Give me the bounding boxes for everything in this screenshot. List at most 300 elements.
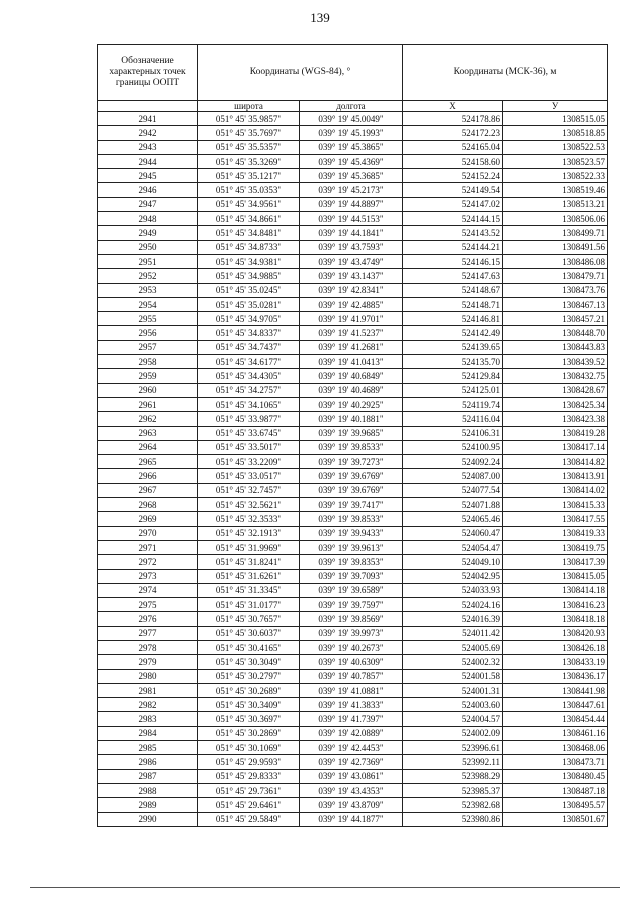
longitude-cell: 039° 19' 41.5237" (300, 326, 403, 340)
x-cell: 524147.02 (403, 197, 503, 211)
table-row (98, 498, 608, 512)
table-row (98, 683, 608, 697)
x-cell: 524148.71 (403, 297, 503, 311)
point-number: 2980 (98, 669, 198, 683)
table-row (98, 455, 608, 469)
y-cell: 1308486.08 (503, 254, 608, 268)
latitude-cell: 051° 45' 29.7361" (198, 783, 300, 797)
latitude-cell: 051° 45' 34.9705" (198, 312, 300, 326)
x-cell: 524172.23 (403, 126, 503, 140)
point-number: 2986 (98, 755, 198, 769)
point-number: 2947 (98, 197, 198, 211)
point-number: 2942 (98, 126, 198, 140)
header-longitude: долгота (300, 101, 403, 112)
longitude-cell: 039° 19' 39.6589" (300, 583, 403, 597)
point-number: 2989 (98, 798, 198, 812)
latitude-cell: 051° 45' 32.5621" (198, 498, 300, 512)
table-row (98, 583, 608, 597)
y-cell: 1308420.93 (503, 626, 608, 640)
longitude-cell: 039° 19' 40.2925" (300, 397, 403, 411)
x-cell: 524077.54 (403, 483, 503, 497)
longitude-cell: 039° 19' 42.4453" (300, 741, 403, 755)
x-cell: 524042.95 (403, 569, 503, 583)
x-cell: 524152.24 (403, 169, 503, 183)
table-row (98, 326, 608, 340)
latitude-cell: 051° 45' 35.1217" (198, 169, 300, 183)
longitude-cell: 039° 19' 39.8533" (300, 512, 403, 526)
table-row (98, 154, 608, 168)
x-cell: 524087.00 (403, 469, 503, 483)
longitude-cell: 039° 19' 41.0413" (300, 355, 403, 369)
longitude-cell: 039° 19' 41.0881" (300, 683, 403, 697)
point-number: 2958 (98, 355, 198, 369)
x-cell: 524146.15 (403, 254, 503, 268)
longitude-cell: 039° 19' 39.8353" (300, 555, 403, 569)
coordinates-table (97, 44, 608, 827)
longitude-cell: 039° 19' 39.9433" (300, 526, 403, 540)
table-subheader-row (98, 101, 608, 112)
point-number: 2965 (98, 455, 198, 469)
longitude-cell: 039° 19' 39.9685" (300, 426, 403, 440)
header-wgs84: Координаты (WGS-84), ° (198, 45, 403, 101)
table-row (98, 140, 608, 154)
latitude-cell: 051° 45' 32.1913" (198, 526, 300, 540)
longitude-cell: 039° 19' 45.2173" (300, 183, 403, 197)
y-cell: 1308491.56 (503, 240, 608, 254)
point-number: 2974 (98, 583, 198, 597)
longitude-cell: 039° 19' 39.7273" (300, 455, 403, 469)
latitude-cell: 051° 45' 29.6461" (198, 798, 300, 812)
point-number: 2948 (98, 212, 198, 226)
table-row (98, 369, 608, 383)
point-number: 2981 (98, 683, 198, 697)
point-number: 2969 (98, 512, 198, 526)
table-row (98, 283, 608, 297)
x-cell: 523996.61 (403, 741, 503, 755)
table-row (98, 755, 608, 769)
longitude-cell: 039° 19' 39.7417" (300, 498, 403, 512)
longitude-cell: 039° 19' 40.4689" (300, 383, 403, 397)
y-cell: 1308454.44 (503, 712, 608, 726)
point-number: 2975 (98, 598, 198, 612)
point-number: 2953 (98, 283, 198, 297)
table-row (98, 112, 608, 126)
x-cell: 524106.31 (403, 426, 503, 440)
table-row (98, 183, 608, 197)
y-cell: 1308433.19 (503, 655, 608, 669)
x-cell: 524144.21 (403, 240, 503, 254)
header-latitude: широта (198, 101, 300, 112)
point-number: 2970 (98, 526, 198, 540)
longitude-cell: 039° 19' 39.9613" (300, 540, 403, 554)
latitude-cell: 051° 45' 34.4305" (198, 369, 300, 383)
y-cell: 1308499.71 (503, 226, 608, 240)
x-cell: 524119.74 (403, 397, 503, 411)
y-cell: 1308506.06 (503, 212, 608, 226)
point-number: 2945 (98, 169, 198, 183)
x-cell: 524165.04 (403, 140, 503, 154)
point-number: 2968 (98, 498, 198, 512)
table-row (98, 769, 608, 783)
x-cell: 524001.58 (403, 669, 503, 683)
x-cell: 524149.54 (403, 183, 503, 197)
point-number: 2964 (98, 440, 198, 454)
x-cell: 524125.01 (403, 383, 503, 397)
point-number: 2960 (98, 383, 198, 397)
point-number: 2957 (98, 340, 198, 354)
y-cell: 1308473.76 (503, 283, 608, 297)
page-number: 139 (310, 10, 330, 25)
header-x: X (403, 101, 503, 112)
latitude-cell: 051° 45' 34.9885" (198, 269, 300, 283)
table-row (98, 726, 608, 740)
table-row (98, 612, 608, 626)
table-row (98, 712, 608, 726)
latitude-cell: 051° 45' 29.9593" (198, 755, 300, 769)
longitude-cell: 039° 19' 40.6849" (300, 369, 403, 383)
longitude-cell: 039° 19' 40.7857" (300, 669, 403, 683)
y-cell: 1308439.52 (503, 355, 608, 369)
table-row (98, 169, 608, 183)
y-cell: 1308423.38 (503, 412, 608, 426)
x-cell: 524144.15 (403, 212, 503, 226)
y-cell: 1308447.61 (503, 698, 608, 712)
latitude-cell: 051° 45' 31.9969" (198, 540, 300, 554)
table-row (98, 240, 608, 254)
table-row (98, 555, 608, 569)
y-cell: 1308479.71 (503, 269, 608, 283)
latitude-cell: 051° 45' 30.2869" (198, 726, 300, 740)
longitude-cell: 039° 19' 41.2681" (300, 340, 403, 354)
x-cell: 524004.57 (403, 712, 503, 726)
table-row (98, 669, 608, 683)
x-cell: 524116.04 (403, 412, 503, 426)
table-row (98, 626, 608, 640)
x-cell: 524129.84 (403, 369, 503, 383)
y-cell: 1308487.18 (503, 783, 608, 797)
point-number: 2954 (98, 297, 198, 311)
latitude-cell: 051° 45' 34.7437" (198, 340, 300, 354)
table-row (98, 655, 608, 669)
x-cell: 524092.24 (403, 455, 503, 469)
latitude-cell: 051° 45' 34.8661" (198, 212, 300, 226)
latitude-cell: 051° 45' 30.7657" (198, 612, 300, 626)
point-number: 2967 (98, 483, 198, 497)
latitude-cell: 051° 45' 30.2797" (198, 669, 300, 683)
y-cell: 1308495.57 (503, 798, 608, 812)
longitude-cell: 039° 19' 45.4369" (300, 154, 403, 168)
longitude-cell: 039° 19' 39.7597" (300, 598, 403, 612)
longitude-cell: 039° 19' 44.1841" (300, 226, 403, 240)
longitude-cell: 039° 19' 39.8533" (300, 440, 403, 454)
table-row (98, 483, 608, 497)
point-number: 2966 (98, 469, 198, 483)
table-row (98, 340, 608, 354)
x-cell: 524142.49 (403, 326, 503, 340)
y-cell: 1308417.39 (503, 555, 608, 569)
x-cell: 524002.09 (403, 726, 503, 740)
x-cell: 524033.93 (403, 583, 503, 597)
y-cell: 1308501.67 (503, 812, 608, 826)
latitude-cell: 051° 45' 30.3409" (198, 698, 300, 712)
point-number: 2952 (98, 269, 198, 283)
table-row (98, 312, 608, 326)
latitude-cell: 051° 45' 35.3269" (198, 154, 300, 168)
x-cell: 523992.11 (403, 755, 503, 769)
point-number: 2984 (98, 726, 198, 740)
table-row (98, 640, 608, 654)
point-number: 2973 (98, 569, 198, 583)
x-cell: 524158.60 (403, 154, 503, 168)
y-cell: 1308441.98 (503, 683, 608, 697)
y-cell: 1308522.53 (503, 140, 608, 154)
longitude-cell: 039° 19' 40.2673" (300, 640, 403, 654)
latitude-cell: 051° 45' 33.5017" (198, 440, 300, 454)
x-cell: 523982.68 (403, 798, 503, 812)
y-cell: 1308419.28 (503, 426, 608, 440)
longitude-cell: 039° 19' 42.8341" (300, 283, 403, 297)
latitude-cell: 051° 45' 30.3049" (198, 655, 300, 669)
longitude-cell: 039° 19' 39.6769" (300, 469, 403, 483)
longitude-cell: 039° 19' 43.1437" (300, 269, 403, 283)
latitude-cell: 051° 45' 33.2209" (198, 455, 300, 469)
point-number: 2990 (98, 812, 198, 826)
latitude-cell: 051° 45' 34.8337" (198, 326, 300, 340)
latitude-cell: 051° 45' 30.2689" (198, 683, 300, 697)
latitude-cell: 051° 45' 35.0245" (198, 283, 300, 297)
y-cell: 1308468.06 (503, 741, 608, 755)
latitude-cell: 051° 45' 35.0281" (198, 297, 300, 311)
longitude-cell: 039° 19' 45.3865" (300, 140, 403, 154)
longitude-cell: 039° 19' 39.6769" (300, 483, 403, 497)
x-cell: 524065.46 (403, 512, 503, 526)
x-cell: 524054.47 (403, 540, 503, 554)
x-cell: 523985.37 (403, 783, 503, 797)
latitude-cell: 051° 45' 35.9857" (198, 112, 300, 126)
y-cell: 1308523.57 (503, 154, 608, 168)
point-number: 2985 (98, 741, 198, 755)
longitude-cell: 039° 19' 44.1877" (300, 812, 403, 826)
longitude-cell: 039° 19' 39.7093" (300, 569, 403, 583)
longitude-cell: 039° 19' 43.4353" (300, 783, 403, 797)
point-number: 2976 (98, 612, 198, 626)
table-row (98, 197, 608, 211)
header-msk36: Координаты (МСК-36), м (403, 45, 608, 101)
table-row (98, 812, 608, 826)
latitude-cell: 051° 45' 34.9561" (198, 197, 300, 211)
x-cell: 524003.60 (403, 698, 503, 712)
table-header-row (98, 45, 608, 101)
y-cell: 1308519.46 (503, 183, 608, 197)
x-cell: 524139.65 (403, 340, 503, 354)
point-number: 2979 (98, 655, 198, 669)
y-cell: 1308432.75 (503, 369, 608, 383)
table-row (98, 297, 608, 311)
table-row (98, 469, 608, 483)
y-cell: 1308418.18 (503, 612, 608, 626)
point-number: 2949 (98, 226, 198, 240)
y-cell: 1308522.33 (503, 169, 608, 183)
point-number: 2983 (98, 712, 198, 726)
longitude-cell: 039° 19' 43.8709" (300, 798, 403, 812)
y-cell: 1308513.21 (503, 197, 608, 211)
table-row (98, 741, 608, 755)
x-cell: 524060.47 (403, 526, 503, 540)
x-cell: 524016.39 (403, 612, 503, 626)
y-cell: 1308417.14 (503, 440, 608, 454)
latitude-cell: 051° 45' 33.6745" (198, 426, 300, 440)
latitude-cell: 051° 45' 34.8733" (198, 240, 300, 254)
point-number: 2956 (98, 326, 198, 340)
latitude-cell: 051° 45' 34.8481" (198, 226, 300, 240)
x-cell: 524178.86 (403, 112, 503, 126)
footer-divider (30, 887, 620, 888)
table-row (98, 126, 608, 140)
y-cell: 1308419.75 (503, 540, 608, 554)
latitude-cell: 051° 45' 35.7697" (198, 126, 300, 140)
longitude-cell: 039° 19' 42.0889" (300, 726, 403, 740)
table-row (98, 383, 608, 397)
x-cell: 524071.88 (403, 498, 503, 512)
point-number: 2963 (98, 426, 198, 440)
y-cell: 1308419.33 (503, 526, 608, 540)
point-number: 2946 (98, 183, 198, 197)
longitude-cell: 039° 19' 42.7369" (300, 755, 403, 769)
table-row (98, 440, 608, 454)
latitude-cell: 051° 45' 30.6037" (198, 626, 300, 640)
header-point-designation: Обозначение характерных точек границы ООПТ (98, 45, 198, 101)
table-row (98, 798, 608, 812)
x-cell: 524002.32 (403, 655, 503, 669)
latitude-cell: 051° 45' 31.3345" (198, 583, 300, 597)
point-number: 2982 (98, 698, 198, 712)
latitude-cell: 051° 45' 29.8333" (198, 769, 300, 783)
point-number: 2972 (98, 555, 198, 569)
latitude-cell: 051° 45' 33.9877" (198, 412, 300, 426)
table-row (98, 212, 608, 226)
table-row (98, 512, 608, 526)
y-cell: 1308426.18 (503, 640, 608, 654)
latitude-cell: 051° 45' 34.9381" (198, 254, 300, 268)
latitude-cell: 051° 45' 30.3697" (198, 712, 300, 726)
x-cell: 524024.16 (403, 598, 503, 612)
x-cell: 524146.81 (403, 312, 503, 326)
y-cell: 1308415.05 (503, 569, 608, 583)
y-cell: 1308414.18 (503, 583, 608, 597)
x-cell: 524049.10 (403, 555, 503, 569)
latitude-cell: 051° 45' 34.2757" (198, 383, 300, 397)
y-cell: 1308467.13 (503, 297, 608, 311)
point-number: 2950 (98, 240, 198, 254)
latitude-cell: 051° 45' 33.0517" (198, 469, 300, 483)
point-number: 2943 (98, 140, 198, 154)
point-number: 2978 (98, 640, 198, 654)
latitude-cell: 051° 45' 34.6177" (198, 355, 300, 369)
longitude-cell: 039° 19' 42.4885" (300, 297, 403, 311)
y-cell: 1308457.21 (503, 312, 608, 326)
point-number: 2961 (98, 397, 198, 411)
point-number: 2941 (98, 112, 198, 126)
table-row (98, 226, 608, 240)
y-cell: 1308414.02 (503, 483, 608, 497)
y-cell: 1308413.91 (503, 469, 608, 483)
table-row (98, 526, 608, 540)
x-cell: 524001.31 (403, 683, 503, 697)
point-number: 2988 (98, 783, 198, 797)
point-number: 2987 (98, 769, 198, 783)
latitude-cell: 051° 45' 32.7457" (198, 483, 300, 497)
longitude-cell: 039° 19' 39.8569" (300, 612, 403, 626)
latitude-cell: 051° 45' 35.5357" (198, 140, 300, 154)
longitude-cell: 039° 19' 41.7397" (300, 712, 403, 726)
latitude-cell: 051° 45' 32.3533" (198, 512, 300, 526)
longitude-cell: 039° 19' 43.7593" (300, 240, 403, 254)
table-row (98, 355, 608, 369)
longitude-cell: 039° 19' 41.9701" (300, 312, 403, 326)
latitude-cell: 051° 45' 31.6261" (198, 569, 300, 583)
x-cell: 524005.69 (403, 640, 503, 654)
point-number: 2951 (98, 254, 198, 268)
x-cell: 524135.70 (403, 355, 503, 369)
table-row (98, 569, 608, 583)
point-number: 2962 (98, 412, 198, 426)
y-cell: 1308480.45 (503, 769, 608, 783)
x-cell: 523980.86 (403, 812, 503, 826)
table-row (98, 269, 608, 283)
y-cell: 1308428.67 (503, 383, 608, 397)
longitude-cell: 039° 19' 43.4749" (300, 254, 403, 268)
longitude-cell: 039° 19' 44.5153" (300, 212, 403, 226)
longitude-cell: 039° 19' 45.1993" (300, 126, 403, 140)
y-cell: 1308515.05 (503, 112, 608, 126)
point-number: 2944 (98, 154, 198, 168)
y-cell: 1308518.85 (503, 126, 608, 140)
y-cell: 1308425.34 (503, 397, 608, 411)
x-cell: 524143.52 (403, 226, 503, 240)
latitude-cell: 051° 45' 30.4165" (198, 640, 300, 654)
y-cell: 1308414.82 (503, 455, 608, 469)
point-number: 2971 (98, 540, 198, 554)
x-cell: 524011.42 (403, 626, 503, 640)
table-body (98, 112, 608, 827)
longitude-cell: 039° 19' 45.3685" (300, 169, 403, 183)
latitude-cell: 051° 45' 30.1069" (198, 741, 300, 755)
y-cell: 1308415.33 (503, 498, 608, 512)
table-row (98, 783, 608, 797)
point-number: 2955 (98, 312, 198, 326)
y-cell: 1308436.17 (503, 669, 608, 683)
latitude-cell: 051° 45' 31.0177" (198, 598, 300, 612)
y-cell: 1308417.55 (503, 512, 608, 526)
table-row (98, 426, 608, 440)
header-empty (98, 101, 198, 112)
longitude-cell: 039° 19' 39.9973" (300, 626, 403, 640)
y-cell: 1308443.83 (503, 340, 608, 354)
y-cell: 1308473.71 (503, 755, 608, 769)
longitude-cell: 039° 19' 40.1881" (300, 412, 403, 426)
table-row (98, 698, 608, 712)
x-cell: 524100.95 (403, 440, 503, 454)
y-cell: 1308461.16 (503, 726, 608, 740)
x-cell: 524148.67 (403, 283, 503, 297)
latitude-cell: 051° 45' 34.1065" (198, 397, 300, 411)
table-row (98, 254, 608, 268)
table-row (98, 540, 608, 554)
table-row (98, 397, 608, 411)
latitude-cell: 051° 45' 31.8241" (198, 555, 300, 569)
y-cell: 1308448.70 (503, 326, 608, 340)
point-number: 2977 (98, 626, 198, 640)
